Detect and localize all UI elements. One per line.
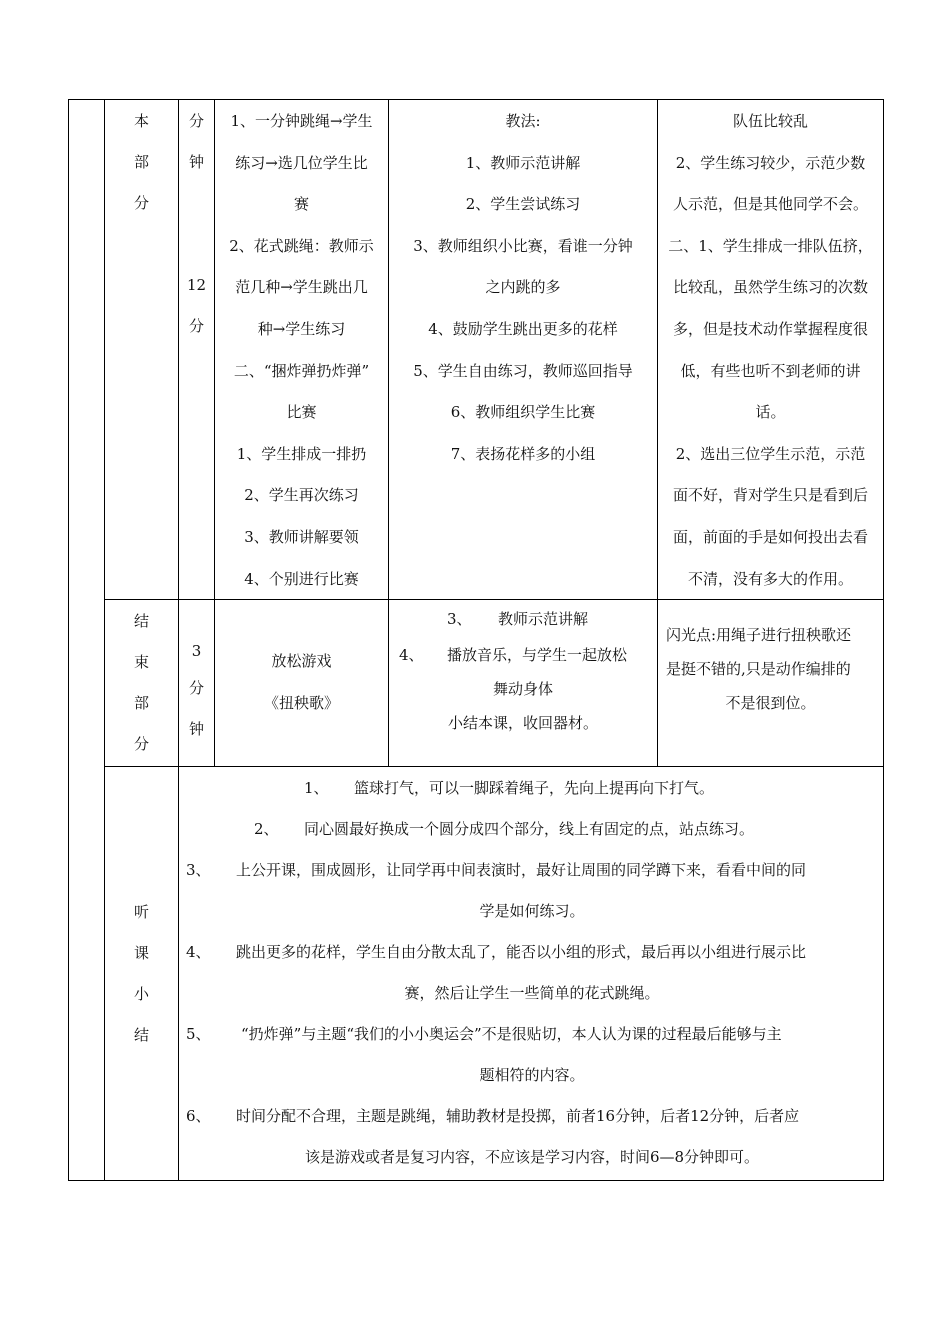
method-line: 舞动身体 <box>492 680 553 698</box>
content-line: 4、个别进行比赛 <box>244 569 359 588</box>
summary-item-continuation: 赛，然后让学生一些简单的花式跳绳。 <box>404 984 660 1002</box>
note-line: 是挺不错的,只是动作编排的 <box>666 660 851 678</box>
method-line <box>389 601 657 638</box>
content-line: 3、教师讲解要领 <box>244 527 359 546</box>
note-line: 面不好，背对学生只是看到后 <box>672 486 868 505</box>
summary-item-text: 上公开课，围成圆形，让同学再中间表演时，最好让周围的同学蹲下来，看看中间的同 <box>236 861 807 879</box>
method-line: 1、教师示范讲解 <box>465 153 581 172</box>
note-line: 多，但是技术动作掌握程度很 <box>672 319 868 338</box>
method-line: 3、教师组织小比赛，看谁一分钟 <box>413 236 633 255</box>
content-line: 1、学生排成一排扔 <box>236 444 367 463</box>
table-border-right <box>883 99 884 1181</box>
summary-item-text: “扔炸弹”与主题“我们的小小奥运会”不是很贴切，本人认为课的过程最后能够与主 <box>241 1025 782 1043</box>
content-line: 《扭秧歌》 <box>263 693 339 712</box>
time-line <box>179 224 214 265</box>
summary-section-items <box>186 768 878 1178</box>
time-line: 钟 <box>188 153 204 171</box>
note-line: 比较乱，虽然学生练习的次数 <box>672 278 868 297</box>
content-line: 种→学生练习 <box>257 319 346 338</box>
content-line: 范几种→学生跳出几 <box>235 278 368 297</box>
label-char: 本 <box>133 112 149 130</box>
summary-section-label <box>105 892 178 1056</box>
summary-item-continuation: 学是如何练习。 <box>479 902 585 920</box>
label-char: 小 <box>133 985 149 1003</box>
label-char: 部 <box>133 153 149 171</box>
summary-item-text: 同心圆最好换成一个圆分成四个部分，线上有固定的点，站点练习。 <box>304 820 755 838</box>
summary-item-continuation: 题相符的内容。 <box>479 1066 585 1084</box>
label-char: 结 <box>133 1026 149 1044</box>
time-line: 钟 <box>188 720 204 738</box>
method-number: 4、 <box>399 646 424 664</box>
content-line: 比赛 <box>286 403 317 422</box>
time-line: 分 <box>188 112 204 130</box>
table-row-divider-2 <box>104 766 884 767</box>
content-line: 放松游戏 <box>271 652 332 670</box>
main-section-time <box>179 101 214 347</box>
method-number: 3、 <box>447 610 472 628</box>
content-line: 2、花式跳绳：教师示 <box>229 236 374 255</box>
label-char: 束 <box>133 653 149 671</box>
summary-item <box>186 809 878 850</box>
end-section-notes <box>658 618 883 720</box>
note-line: 不是很到位。 <box>725 694 816 712</box>
time-line: 分 <box>188 317 204 335</box>
summary-item-text: 时间分配不合理，主题是跳绳，辅助教材是投掷，前者16分钟，后者12分钟，后者应 <box>236 1107 800 1125</box>
method-line: 教法: <box>505 112 541 130</box>
end-section-time <box>179 634 214 750</box>
summary-item <box>186 1096 878 1137</box>
table-border-left <box>68 99 69 1181</box>
main-section-content <box>215 101 388 600</box>
label-char: 部 <box>133 694 149 712</box>
time-line: 3 <box>191 642 202 660</box>
note-line: 2、选出三位学生示范，示范 <box>675 444 866 463</box>
note-line: 闪光点:用绳子进行扭秧歌还 <box>666 626 852 644</box>
content-line: 赛 <box>293 195 309 214</box>
method-line: 2、学生尝试练习 <box>465 195 581 214</box>
end-section-methods <box>389 601 657 740</box>
summary-item-number: 2、 <box>254 820 279 838</box>
end-section-label <box>105 601 178 765</box>
method-line <box>389 638 657 672</box>
label-char: 课 <box>133 944 149 962</box>
content-line: 2、学生再次练习 <box>244 486 359 505</box>
summary-item-number: 3、 <box>186 861 211 879</box>
label-char: 分 <box>133 194 149 212</box>
note-line: 低，有些也听不到老师的讲 <box>680 361 861 380</box>
time-line: 12 <box>186 276 207 294</box>
label-char: 分 <box>133 735 149 753</box>
note-line: 面，前面的手是如何投出去看 <box>672 527 868 546</box>
summary-item-number: 5、 <box>186 1025 211 1043</box>
note-line: 队伍比较乱 <box>732 112 808 130</box>
summary-item <box>186 1014 878 1055</box>
method-line: 4、鼓励学生跳出更多的花样 <box>428 319 618 338</box>
note-line: 不清，没有多大的作用。 <box>687 569 853 588</box>
content-line: 1、一分钟跳绳→学生 <box>230 112 373 130</box>
main-section-notes <box>658 101 883 600</box>
note-line: 二、1、学生排成一排队伍挤， <box>668 236 873 255</box>
summary-item <box>186 850 878 891</box>
note-line: 话。 <box>755 403 786 422</box>
table-border-top <box>68 99 884 100</box>
method-text: 教师示范讲解 <box>498 610 589 628</box>
main-section-methods <box>389 101 657 475</box>
label-char: 结 <box>133 612 149 630</box>
content-line: 二、“捆炸弹扔炸弹” <box>233 361 370 380</box>
summary-item-text: 篮球打气，可以一脚踩着绳子，先向上提再向下打气。 <box>354 779 715 797</box>
summary-item <box>186 932 878 973</box>
summary-item-text: 跳出更多的花样，学生自由分散太乱了，能否以小组的形式，最后再以小组进行展示比 <box>236 943 807 961</box>
summary-item-number: 4、 <box>186 943 211 961</box>
method-line: 之内跳的多 <box>485 278 561 297</box>
note-line: 人示范，但是其他同学不会。 <box>672 195 868 214</box>
label-char: 听 <box>133 903 149 921</box>
summary-item-number: 6、 <box>186 1107 211 1125</box>
summary-item-continuation: 该是游戏或者是复习内容，不应该是学习内容，时间6—8分钟即可。 <box>304 1148 760 1166</box>
main-section-label <box>105 101 178 224</box>
method-text: 播放音乐，与学生一起放松 <box>447 646 628 664</box>
note-line: 2、学生练习较少，示范少数 <box>675 153 866 172</box>
end-section-content <box>215 641 388 724</box>
method-line: 6、教师组织学生比赛 <box>450 403 596 422</box>
summary-item-number: 1、 <box>304 779 329 797</box>
method-line: 小结本课，收回器材。 <box>447 714 598 732</box>
method-line: 5、学生自由练习，教师巡回指导 <box>413 361 633 380</box>
summary-item <box>186 768 878 809</box>
time-line: 分 <box>188 679 204 697</box>
table-border-bottom <box>68 1180 884 1181</box>
content-line: 练习→选几位学生比 <box>235 153 368 172</box>
method-line: 7、表扬花样多的小组 <box>450 444 596 463</box>
time-line <box>179 183 214 224</box>
